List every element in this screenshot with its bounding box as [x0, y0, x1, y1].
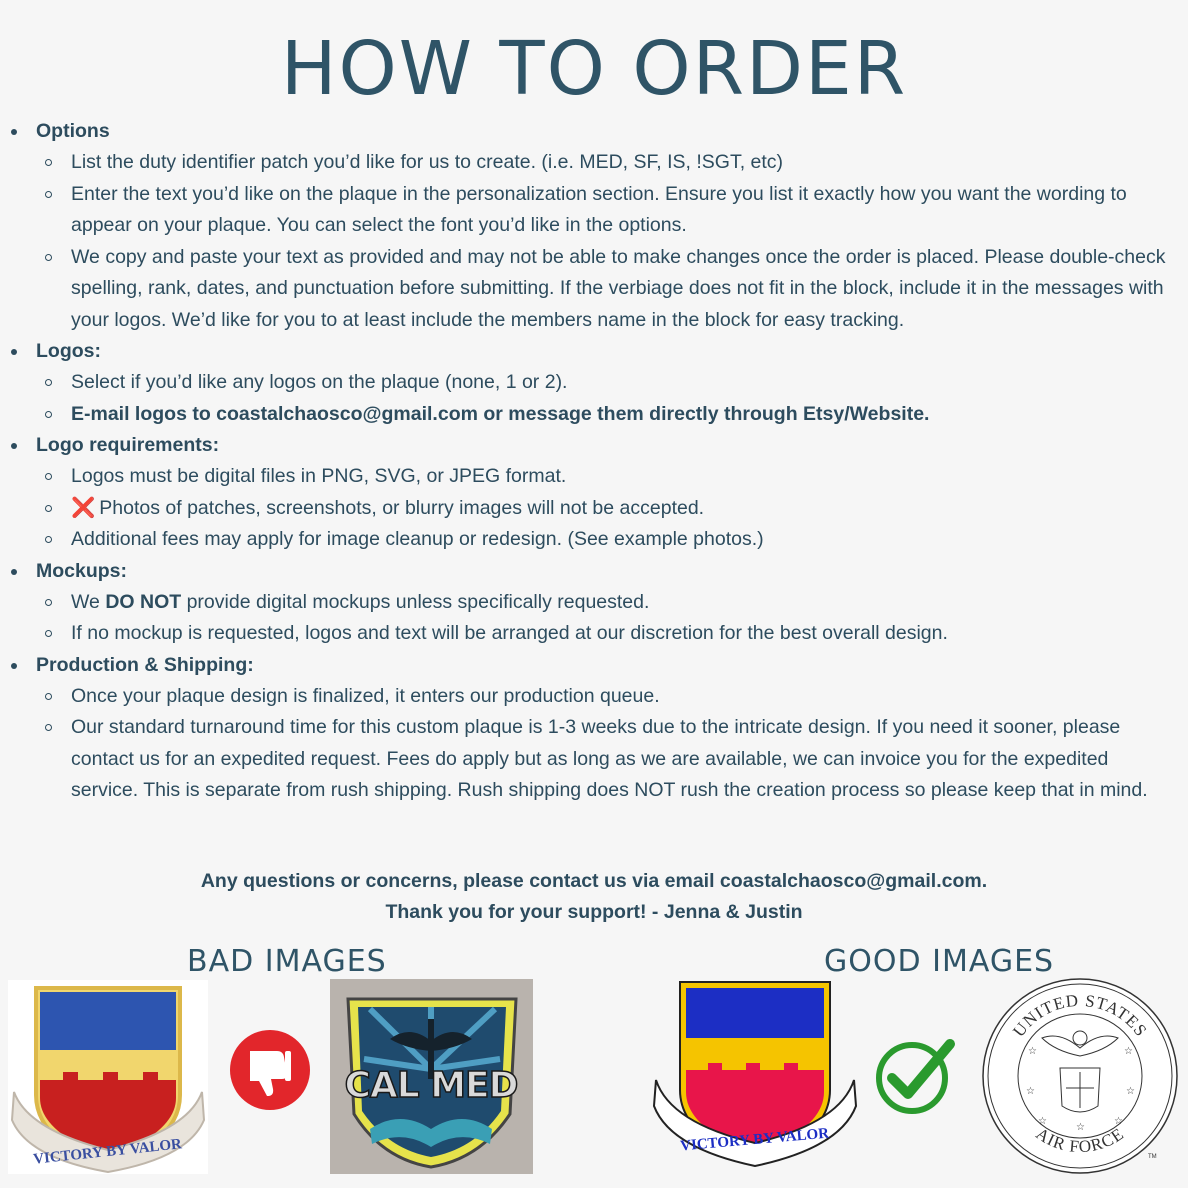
- section-mockups: [0, 556, 1188, 650]
- sub-bullet-icon: [45, 254, 52, 261]
- section-heading: [0, 556, 1188, 587]
- checkmark-icon: [872, 1036, 962, 1118]
- bullet-icon: [11, 443, 17, 449]
- list-item: Select if you’d like any logos on the plaque (none, 1 or 2).: [0, 367, 1188, 399]
- list-item: Enter the text you’d like on the plaque in the personalization section. Ensure you list it exactly how you want the wording to appear on your plaque. You can select the font you’d like in the options.: [0, 179, 1188, 242]
- section-heading: [0, 116, 1188, 147]
- bullet-icon: [11, 663, 17, 669]
- seal-text-bottom: AIR FORCE: [1032, 1123, 1128, 1157]
- svg-text:☆: ☆: [1124, 1046, 1133, 1057]
- bad-patch-photo: [8, 980, 208, 1174]
- list-item: Logos must be digital files in PNG, SVG, or JPEG format.: [0, 461, 1188, 493]
- list-item: Additional fees may apply for image cleanup or redesign. (See example photos.): [0, 524, 1188, 556]
- sub-bullet-icon: [45, 473, 52, 480]
- sub-bullet-icon: [45, 411, 52, 418]
- calmed-text: CAL MED: [344, 1065, 518, 1106]
- svg-text:☆: ☆: [1114, 1116, 1123, 1127]
- sub-bullet-icon: [45, 379, 52, 386]
- x-mark-icon: ❌: [71, 496, 96, 519]
- list-item: Our standard turnaround time for this custom plaque is 1-3 weeks due to the intricate design. If you need it sooner, please contact us for an expedited request. Fees do apply but as long as we are available, we can invoice you for the expedited service. This is separate from rush shipping. Rush shipping does NOT rush the creation process so please keep that in mind.: [0, 712, 1188, 807]
- sub-bullet-icon: [45, 505, 52, 512]
- page-title: HOW TO ORDER: [280, 26, 908, 112]
- sub-bullet-icon: [45, 536, 52, 543]
- logos-heading: Logos:: [36, 340, 101, 362]
- svg-text:☆: ☆: [1026, 1086, 1035, 1097]
- requirements-heading: Logo requirements:: [36, 434, 220, 456]
- bullet-icon: [11, 349, 17, 355]
- section-heading: [0, 650, 1188, 681]
- contact-block: [0, 866, 1188, 928]
- bullet-icon: [11, 569, 17, 575]
- options-heading: Options: [36, 120, 110, 142]
- good-patch-vector: [650, 978, 860, 1174]
- sub-bullet-icon: [45, 191, 52, 198]
- sub-bullet-icon: [45, 693, 52, 700]
- list-item: Once your plaque design is finalized, it enters our production queue.: [0, 681, 1188, 713]
- section-logos: [0, 336, 1188, 430]
- sub-bullet-icon: [45, 599, 52, 606]
- seal-text-top: UNITED STATES: [1009, 990, 1152, 1041]
- svg-text:☆: ☆: [1126, 1086, 1135, 1097]
- svg-text:☆: ☆: [1028, 1046, 1037, 1057]
- list-item: If no mockup is requested, logos and text will be arranged at our discretion for the best overall design.: [0, 618, 1188, 650]
- bad-images-label: BAD IMAGES: [187, 944, 387, 979]
- sub-bullet-icon: [45, 630, 52, 637]
- patch-motto-bad: VICTORY BY VALOR: [32, 1136, 183, 1168]
- section-heading: [0, 430, 1188, 461]
- list-item: E-mail logos to coastalchaosco@gmail.com or message them directly through Etsy/Website.: [0, 399, 1188, 431]
- bad-calmed-photo: [330, 979, 533, 1174]
- list-item: ❌ Photos of patches, screenshots, or blurry images will not be accepted.: [0, 493, 1188, 525]
- air-force-seal: [980, 976, 1180, 1176]
- section-options: [0, 116, 1188, 336]
- instructions-list: [0, 116, 1188, 807]
- section-heading: [0, 336, 1188, 367]
- production-heading: Production & Shipping:: [36, 653, 254, 676]
- contact-line: Any questions or concerns, please contact us via email coastalchaosco@gmail.com.: [200, 870, 988, 892]
- list-item: List the duty identifier patch you’d like for us to create. (i.e. MED, SF, IS, !SGT, etc): [0, 147, 1188, 179]
- patch-motto-good: VICTORY BY VALOR: [679, 1125, 830, 1155]
- tm-mark: TM: [1148, 1154, 1157, 1160]
- sub-bullet-icon: [45, 159, 52, 166]
- section-production-shipping: [0, 650, 1188, 807]
- list-item: We copy and paste your text as provided and may not be able to make changes once the order is placed. Please double-check spelling, rank, dates, and punctuation before submitting. If the verbiage does not fit in the block, include it in the messages with your logos. We’d like for you to at least include the members name in the block for easy tracking.: [0, 242, 1188, 337]
- good-images-label: GOOD IMAGES: [824, 944, 1055, 979]
- thank-you-line: Thank you for your support! - Jenna & Justin: [385, 901, 803, 923]
- svg-text:☆: ☆: [1038, 1116, 1047, 1127]
- list-item: We DO NOT provide digital mockups unless specifically requested.: [0, 587, 1188, 619]
- section-logo-requirements: [0, 430, 1188, 556]
- sub-bullet-icon: [45, 724, 52, 731]
- bullet-icon: [11, 129, 17, 135]
- thumbs-down-icon: [229, 1029, 311, 1111]
- mockups-heading: Mockups:: [36, 559, 128, 582]
- svg-text:☆: ☆: [1076, 1122, 1085, 1133]
